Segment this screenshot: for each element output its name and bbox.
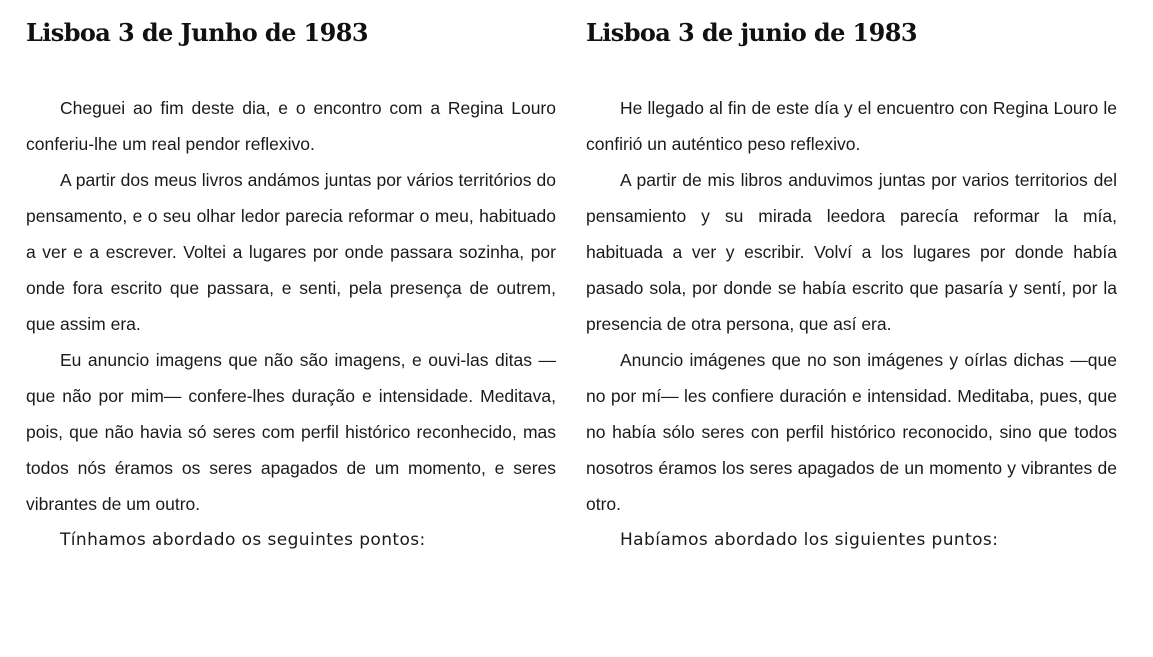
spanish-column xyxy=(586,0,1117,657)
portuguese-paragraph-3: Eu anuncio imagens que não são imagens, e ouvi-las ditas —que não por mim— confere-lhes duração e intensidade. Meditava, pois, que não havia só seres com perfil histórico reconhecido, mas todos nós éramos os seres apagados de um momento, e seres vibrantes de um outro. xyxy=(26,350,556,514)
spanish-paragraph-3: Anuncio imágenes que no son imágenes y oírlas dichas —que no por mí— les confiere duración e intensidad. Meditaba, pues, que no había sólo seres con perfil histórico reconocido, sino que todos nosotros éramos los seres apagados de un momento y vibrantes de otro. xyxy=(586,350,1117,514)
spanish-paragraph-2: A partir de mis libros anduvimos juntas por varios territorios del pensamiento y su mirada leedora parecía reformar la mía, habituada a ver y escribir. Volví a los lugares por donde había pasado sola, por donde se había escrito que pasaría y sentí, por la presencia de otra persona, que así era. xyxy=(586,170,1117,334)
spanish-title: Lisboa 3 de junio de 1983 xyxy=(586,18,917,47)
spanish-paragraph-1: He llegado al fin de este día y el encuentro con Regina Louro le confirió un auténtico peso reflexivo. xyxy=(586,98,1117,154)
portuguese-body[interactable] xyxy=(26,90,556,558)
portuguese-paragraph-1: Cheguei ao fim deste dia, e o encontro com a Regina Louro conferiu-lhe um real pendor reflexivo. xyxy=(26,98,556,154)
spanish-paragraph-4: Habíamos abordado los siguientes puntos: xyxy=(620,530,999,550)
portuguese-column xyxy=(26,0,556,657)
portuguese-paragraph-2: A partir dos meus livros andámos juntas por vários territórios do pensamento, e o seu olhar ledor parecia reformar o meu, habituado a ver e a escrever. Voltei a lugares por onde passara sozinha, por onde fora escrito que passara, e senti, pela presença de outrem, que assim era. xyxy=(26,170,556,334)
portuguese-paragraph-4: Tínhamos abordado os seguintes pontos: xyxy=(60,530,426,550)
spanish-body[interactable] xyxy=(586,90,1117,558)
portuguese-title: Lisboa 3 de Junho de 1983 xyxy=(26,18,368,47)
